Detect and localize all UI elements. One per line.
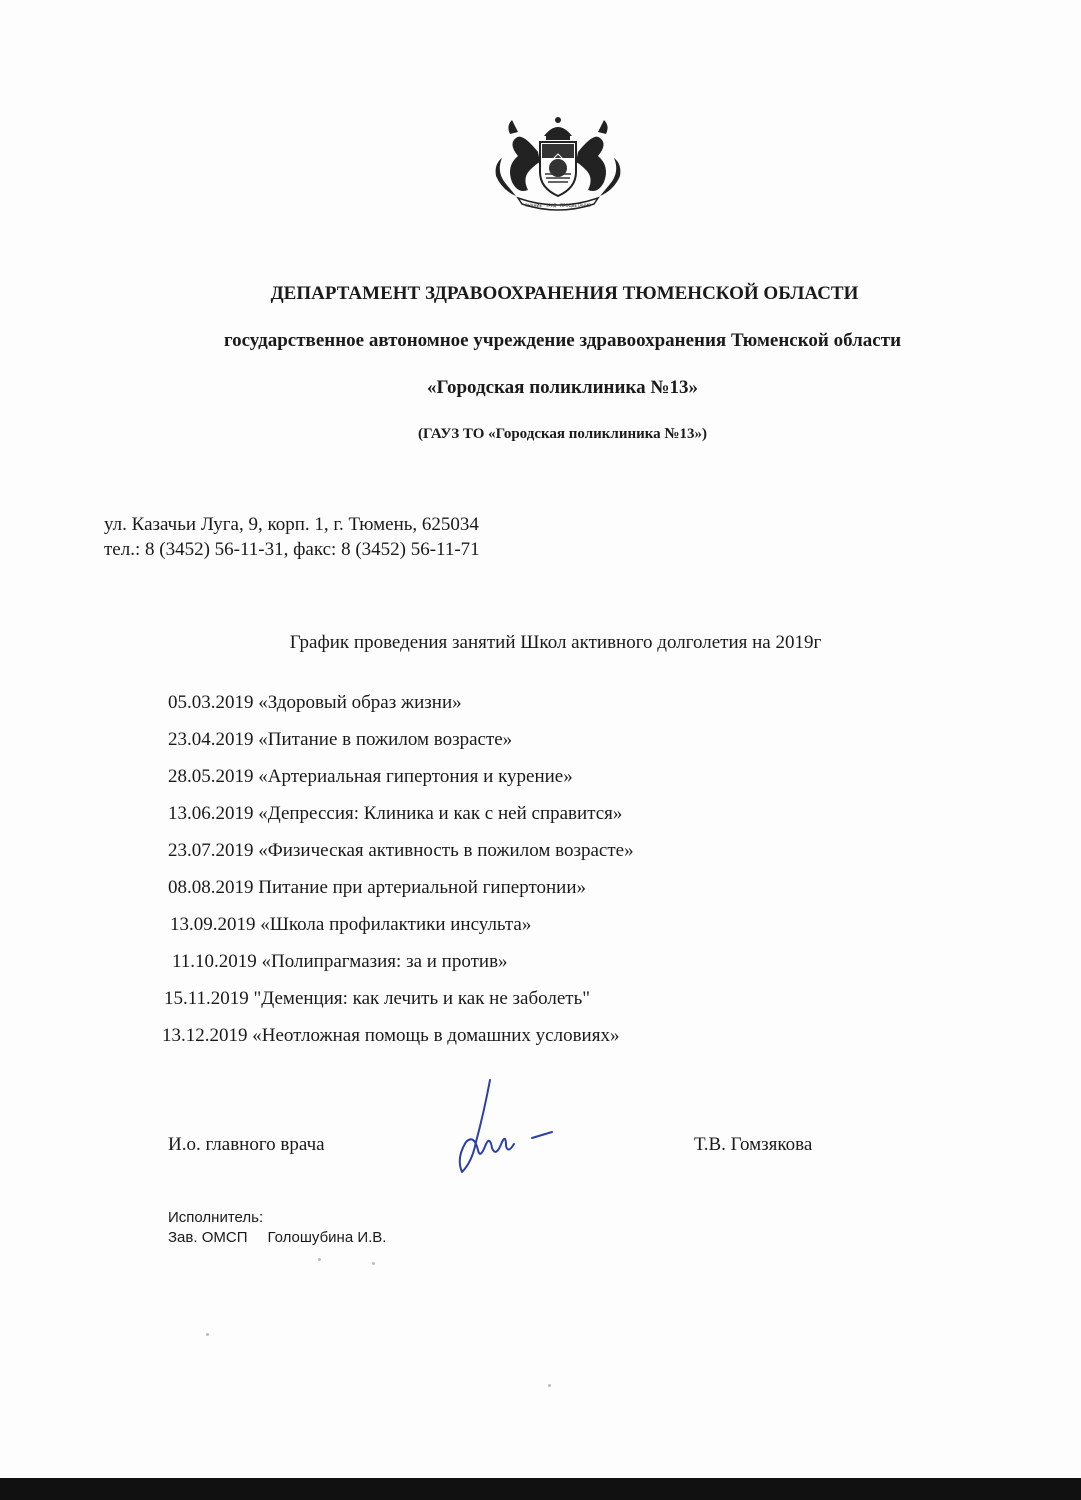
signatory-role: И.о. главного врача (168, 1134, 325, 1155)
scan-edge (0, 1478, 1081, 1500)
executor-line (168, 1228, 386, 1248)
schedule-item: 15.11.2019 "Деменция: как лечить и как не заболеть" (164, 988, 591, 1009)
schedule-item: 11.10.2019 «Полипрагмазия: за и против» (172, 951, 508, 972)
schedule-item: 13.12.2019 «Неотложная помощь в домашних условиях» (162, 1025, 620, 1046)
phone-fax: тел.: 8 (3452) 56-11-31, факс: 8 (3452) 56-11-71 (104, 539, 480, 560)
institution-heading: государственное автономное учреждение здравоохранения Тюменской области (223, 330, 902, 351)
schedule-item: 13.09.2019 «Школа профилактики инсульта» (170, 914, 532, 935)
signatory-name: Т.В. Гомзякова (694, 1134, 813, 1155)
scan-speck (318, 1258, 321, 1261)
executor-name: Голошубина И.В. (267, 1229, 387, 1246)
executor-position: Зав. ОМСП (168, 1229, 248, 1246)
street-address: ул. Казачьи Луга, 9, корп. 1, г. Тюмень, 625034 (104, 514, 479, 535)
executor-label: Исполнитель: (168, 1209, 264, 1226)
scan-speck (548, 1384, 551, 1387)
scan-speck (206, 1333, 209, 1336)
address-block (104, 512, 480, 562)
schedule-item: 13.06.2019 «Депрессия: Клиника и как с ней справится» (168, 803, 623, 824)
schedule-item: 08.08.2019 Питание при артериальной гипертонии» (168, 877, 586, 898)
department-heading: ДЕПАРТАМЕНТ ЗДРАВООХРАНЕНИЯ ТЮМЕНСКОЙ ОБЛАСТИ (270, 283, 859, 304)
svg-text:ЗНАНИЕ · ТРУД · ПРОЦВЕТАНИЕ: ЗНАНИЕ · ТРУД · ПРОЦВЕТАНИЕ (525, 203, 591, 208)
schedule-item: 23.07.2019 «Физическая активность в пожилом возрасте» (168, 840, 634, 861)
schedule-item: 28.05.2019 «Артериальная гипертония и курение» (168, 766, 573, 787)
clinic-short-name: (ГАУЗ ТО «Городская поликлиника №13») (417, 426, 707, 442)
executor-block (168, 1208, 386, 1248)
clinic-name: «Городская поликлиника №13» (427, 377, 698, 398)
schedule-item: 23.04.2019 «Питание в пожилом возрасте» (168, 729, 513, 750)
scan-speck (372, 1262, 375, 1265)
document-title: График проведения занятий Школ активного долголетия на 2019г (289, 632, 822, 653)
handwritten-signature (440, 1072, 570, 1182)
schedule-item: 05.03.2019 «Здоровый образ жизни» (168, 692, 462, 713)
coat-of-arms-icon (488, 112, 628, 212)
